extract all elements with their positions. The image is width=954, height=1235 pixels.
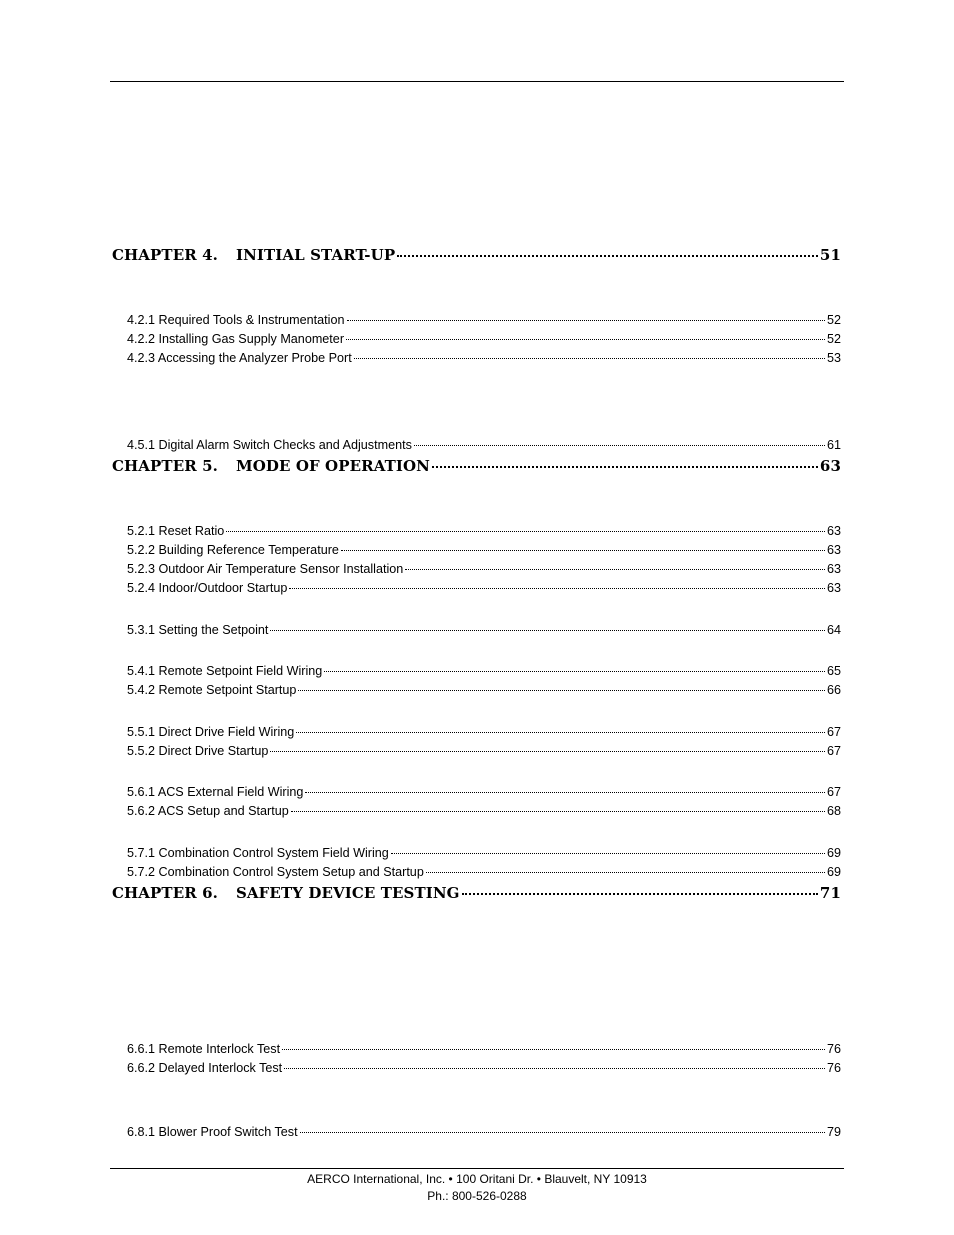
toc-item-5-5-2[interactable] xyxy=(0,742,954,760)
dot-leader xyxy=(270,742,825,755)
toc-item-title: 5.5.2 Direct Drive Startup xyxy=(127,743,269,758)
toc-item-title: 5.2.4 Indoor/Outdoor Startup xyxy=(127,580,288,595)
dot-leader xyxy=(354,349,825,362)
toc-item-title: 5.2.1 Reset Ratio xyxy=(127,523,225,538)
dot-leader xyxy=(414,436,825,449)
dot-leader xyxy=(341,541,825,554)
toc-item-title: 6.6.2 Delayed Interlock Test xyxy=(127,1060,283,1075)
toc-item-5-6-1[interactable] xyxy=(0,783,954,801)
page-number: 66 xyxy=(826,682,841,697)
page-number: 67 xyxy=(826,724,841,739)
dot-leader xyxy=(282,1040,825,1053)
toc-item-5-5-1[interactable] xyxy=(0,723,954,741)
chapter-title: MODE OF OPERATION xyxy=(235,457,430,475)
dot-leader xyxy=(324,662,825,675)
dot-leader xyxy=(405,560,825,573)
toc-item-5-2-2[interactable] xyxy=(0,541,954,559)
dot-leader xyxy=(291,802,825,815)
page-number: 71 xyxy=(819,884,841,902)
toc-item-title: 5.4.2 Remote Setpoint Startup xyxy=(127,682,297,697)
toc-item-4-2-3[interactable] xyxy=(0,349,954,367)
footer-rule xyxy=(110,1168,844,1169)
toc-item-5-2-1[interactable] xyxy=(0,522,954,540)
page-number: 67 xyxy=(826,743,841,758)
toc-item-title: 4.2.3 Accessing the Analyzer Probe Port xyxy=(127,350,352,365)
page-number: 52 xyxy=(826,331,841,346)
toc-item-title: 5.2.3 Outdoor Air Temperature Sensor Installation xyxy=(127,561,404,576)
toc-chapter-4[interactable] xyxy=(0,245,954,263)
chapter-number: CHAPTER 6. xyxy=(112,884,218,902)
toc-item-title: 5.7.2 Combination Control System Setup and Startup xyxy=(127,864,424,879)
toc-item-title: 6.6.1 Remote Interlock Test xyxy=(127,1041,281,1056)
dot-leader xyxy=(298,681,825,694)
dot-leader xyxy=(426,863,825,876)
page-number: 76 xyxy=(826,1041,841,1056)
chapter-number: CHAPTER 4. xyxy=(112,246,218,264)
dot-leader xyxy=(270,621,825,634)
toc-item-title: 6.8.1 Blower Proof Switch Test xyxy=(127,1124,298,1139)
page-number: 61 xyxy=(826,437,841,452)
toc-item-6-6-1[interactable] xyxy=(0,1040,954,1058)
dot-leader xyxy=(462,883,818,898)
page-number: 79 xyxy=(826,1124,841,1139)
header-rule xyxy=(110,81,844,82)
chapter-title: INITIAL START-UP xyxy=(235,246,396,264)
toc-item-title: 4.2.2 Installing Gas Supply Manometer xyxy=(127,331,345,346)
footer-phone: Ph.: 800-526-0288 xyxy=(427,1189,527,1203)
toc-item-title: 4.5.1 Digital Alarm Switch Checks and Adjustments xyxy=(127,437,412,452)
page-number: 52 xyxy=(826,312,841,327)
dot-leader xyxy=(397,245,818,260)
dot-leader xyxy=(289,579,825,592)
toc-item-5-2-4[interactable] xyxy=(0,579,954,597)
toc-item-5-7-1[interactable] xyxy=(0,844,954,862)
dot-leader xyxy=(432,456,818,471)
page-number: 67 xyxy=(826,784,841,799)
page-number: 53 xyxy=(826,350,841,365)
page-number: 51 xyxy=(819,246,841,264)
dot-leader xyxy=(226,522,825,535)
toc-item-4-2-1[interactable] xyxy=(0,311,954,329)
toc-item-title: 4.2.1 Required Tools & Instrumentation xyxy=(127,312,345,327)
toc-item-title: 5.6.2 ACS Setup and Startup xyxy=(127,803,289,818)
page-number: 68 xyxy=(826,803,841,818)
page-number: 63 xyxy=(826,542,841,557)
toc-item-5-7-2[interactable] xyxy=(0,863,954,881)
toc-item-5-3-1[interactable] xyxy=(0,621,954,639)
dot-leader xyxy=(284,1059,825,1072)
toc-chapter-5[interactable] xyxy=(0,456,954,474)
toc-item-5-4-2[interactable] xyxy=(0,681,954,699)
toc-item-6-8-1[interactable] xyxy=(0,1123,954,1141)
dot-leader xyxy=(346,330,825,343)
page-number: 64 xyxy=(826,622,841,637)
chapter-number: CHAPTER 5. xyxy=(112,457,218,475)
toc-item-title: 5.4.1 Remote Setpoint Field Wiring xyxy=(127,663,323,678)
dot-leader xyxy=(391,844,825,857)
page-number: 63 xyxy=(826,580,841,595)
page-number: 63 xyxy=(819,457,841,475)
toc-item-6-6-2[interactable] xyxy=(0,1059,954,1077)
toc-item-title: 5.7.1 Combination Control System Field Wiring xyxy=(127,845,389,860)
page-number: 65 xyxy=(826,663,841,678)
toc-item-5-2-3[interactable] xyxy=(0,560,954,578)
page-number: 76 xyxy=(826,1060,841,1075)
toc-item-title: 5.3.1 Setting the Setpoint xyxy=(127,622,269,637)
chapter-title: SAFETY DEVICE TESTING xyxy=(235,884,460,902)
dot-leader xyxy=(305,783,825,796)
toc-item-title: 5.5.1 Direct Drive Field Wiring xyxy=(127,724,295,739)
footer-address: AERCO International, Inc. • 100 Oritani Dr. • Blauvelt, NY 10913 xyxy=(307,1172,647,1186)
toc-item-5-4-1[interactable] xyxy=(0,662,954,680)
toc-item-4-2-2[interactable] xyxy=(0,330,954,348)
toc-item-title: 5.6.1 ACS External Field Wiring xyxy=(127,784,304,799)
dot-leader xyxy=(296,723,825,736)
page-number: 69 xyxy=(826,845,841,860)
dot-leader xyxy=(300,1123,825,1136)
page-number: 63 xyxy=(826,523,841,538)
toc-item-5-6-2[interactable] xyxy=(0,802,954,820)
toc-chapter-6[interactable] xyxy=(0,883,954,901)
page-number: 69 xyxy=(826,864,841,879)
toc-item-title: 5.2.2 Building Reference Temperature xyxy=(127,542,339,557)
dot-leader xyxy=(347,311,825,324)
page-number: 63 xyxy=(826,561,841,576)
toc-item-4-5-1[interactable] xyxy=(0,436,954,454)
